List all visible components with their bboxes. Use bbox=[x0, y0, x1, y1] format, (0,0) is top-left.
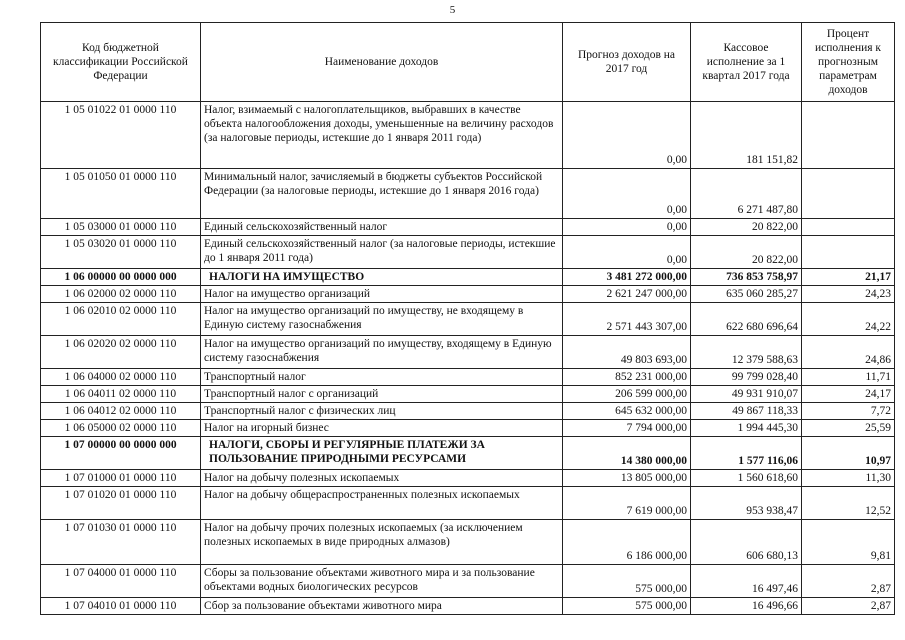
table-row bbox=[41, 336, 895, 369]
name-cell: Транспортный налог с физических лиц bbox=[201, 403, 563, 420]
percent-cell: 24,17 bbox=[802, 386, 895, 403]
name-cell: Транспортный налог с организаций bbox=[201, 386, 563, 403]
percent-cell: 24,23 bbox=[802, 286, 895, 303]
table-row bbox=[41, 102, 895, 169]
code-cell: 1 06 04011 02 0000 110 bbox=[41, 386, 201, 403]
cash-cell: 1 577 116,06 bbox=[691, 437, 802, 470]
cash-cell: 953 938,47 bbox=[691, 487, 802, 520]
page-number: 5 bbox=[449, 4, 456, 16]
header-row bbox=[41, 23, 895, 102]
percent-cell: 24,22 bbox=[802, 303, 895, 336]
header-percent: Процент исполнения к прогнозным параметрам доходов bbox=[802, 23, 895, 102]
cash-cell: 49 867 118,33 bbox=[691, 403, 802, 420]
table-row bbox=[41, 520, 895, 565]
code-cell: 1 06 04000 02 0000 110 bbox=[41, 369, 201, 386]
forecast-cell: 575 000,00 bbox=[563, 598, 691, 615]
table-body bbox=[41, 102, 895, 615]
percent-cell: 25,59 bbox=[802, 420, 895, 437]
table-row bbox=[41, 386, 895, 403]
table-row bbox=[41, 565, 895, 598]
table-row bbox=[41, 470, 895, 487]
name-cell: Единый сельскохозяйственный налог bbox=[201, 219, 563, 236]
code-cell: 1 06 04012 02 0000 110 bbox=[41, 403, 201, 420]
code-cell: 1 07 01020 01 0000 110 bbox=[41, 487, 201, 520]
name-cell: Налог на добычу общераспространенных полезных ископаемых bbox=[201, 487, 563, 520]
cash-cell: 6 271 487,80 bbox=[691, 169, 802, 219]
percent-cell: 10,97 bbox=[802, 437, 895, 470]
cash-cell: 736 853 758,97 bbox=[691, 269, 802, 286]
table-row bbox=[41, 219, 895, 236]
header-forecast: Прогноз доходов на 2017 год bbox=[563, 23, 691, 102]
percent-cell: 21,17 bbox=[802, 269, 895, 286]
cash-cell: 99 799 028,40 bbox=[691, 369, 802, 386]
cash-cell: 635 060 285,27 bbox=[691, 286, 802, 303]
forecast-cell: 206 599 000,00 bbox=[563, 386, 691, 403]
forecast-cell: 13 805 000,00 bbox=[563, 470, 691, 487]
forecast-cell: 0,00 bbox=[563, 219, 691, 236]
table-row bbox=[41, 598, 895, 615]
percent-cell: 2,87 bbox=[802, 598, 895, 615]
code-cell: 1 06 02010 02 0000 110 bbox=[41, 303, 201, 336]
cash-cell: 12 379 588,63 bbox=[691, 336, 802, 369]
cash-cell: 16 497,46 bbox=[691, 565, 802, 598]
forecast-cell: 2 621 247 000,00 bbox=[563, 286, 691, 303]
code-cell: 1 06 02020 02 0000 110 bbox=[41, 336, 201, 369]
forecast-cell: 575 000,00 bbox=[563, 565, 691, 598]
table-row bbox=[41, 403, 895, 420]
budget-revenue-table bbox=[40, 22, 895, 615]
name-cell: Транспортный налог bbox=[201, 369, 563, 386]
code-cell: 1 07 01000 01 0000 110 bbox=[41, 470, 201, 487]
name-cell: НАЛОГИ, СБОРЫ И РЕГУЛЯРНЫЕ ПЛАТЕЖИ ЗА ПОЛЬЗОВАНИЕ ПРИРОДНЫМИ РЕСУРСАМИ bbox=[201, 437, 563, 470]
table-row bbox=[41, 369, 895, 386]
name-cell: Сборы за пользование объектами животного мира и за пользование объектами водных биологических ресурсов bbox=[201, 565, 563, 598]
header-name: Наименование доходов bbox=[201, 23, 563, 102]
forecast-cell: 7 619 000,00 bbox=[563, 487, 691, 520]
forecast-cell: 3 481 272 000,00 bbox=[563, 269, 691, 286]
cash-cell: 49 931 910,07 bbox=[691, 386, 802, 403]
name-cell: Налог на имущество организаций по имуществу, не входящему в Единую систему газоснабжения bbox=[201, 303, 563, 336]
percent-cell: 24,86 bbox=[802, 336, 895, 369]
forecast-cell: 2 571 443 307,00 bbox=[563, 303, 691, 336]
table-header bbox=[41, 23, 895, 102]
forecast-cell: 0,00 bbox=[563, 236, 691, 269]
name-cell: Минимальный налог, зачисляемый в бюджеты субъектов Российской Федерации (за налоговые периоды, истекшие до 1 января 2016 года) bbox=[201, 169, 563, 219]
code-cell: 1 05 01050 01 0000 110 bbox=[41, 169, 201, 219]
percent-cell: 7,72 bbox=[802, 403, 895, 420]
percent-cell bbox=[802, 169, 895, 219]
name-cell: Единый сельскохозяйственный налог (за налоговые периоды, истекшие до 1 января 2011 года) bbox=[201, 236, 563, 269]
forecast-cell: 14 380 000,00 bbox=[563, 437, 691, 470]
code-cell: 1 05 03020 01 0000 110 bbox=[41, 236, 201, 269]
cash-cell: 1 560 618,60 bbox=[691, 470, 802, 487]
name-cell: Налог на имущество организаций bbox=[201, 286, 563, 303]
table-row bbox=[41, 303, 895, 336]
name-cell: Налог на имущество организаций по имуществу, входящему в Единую систему газоснабжения bbox=[201, 336, 563, 369]
code-cell: 1 05 01022 01 0000 110 bbox=[41, 102, 201, 169]
forecast-cell: 7 794 000,00 bbox=[563, 420, 691, 437]
code-cell: 1 06 00000 00 0000 000 bbox=[41, 269, 201, 286]
table-row bbox=[41, 420, 895, 437]
name-cell: Налог на добычу полезных ископаемых bbox=[201, 470, 563, 487]
name-cell: Сбор за пользование объектами животного мира bbox=[201, 598, 563, 615]
percent-cell: 11,71 bbox=[802, 369, 895, 386]
name-cell: Налог на добычу прочих полезных ископаемых (за исключением полезных ископаемых в виде природных алмазов) bbox=[201, 520, 563, 565]
header-cash: Кассовое исполнение за 1 квартал 2017 года bbox=[691, 23, 802, 102]
cash-cell: 622 680 696,64 bbox=[691, 303, 802, 336]
cash-cell: 1 994 445,30 bbox=[691, 420, 802, 437]
forecast-cell: 852 231 000,00 bbox=[563, 369, 691, 386]
code-cell: 1 07 00000 00 0000 000 bbox=[41, 437, 201, 470]
cash-cell: 181 151,82 bbox=[691, 102, 802, 169]
forecast-cell: 0,00 bbox=[563, 102, 691, 169]
cash-cell: 20 822,00 bbox=[691, 219, 802, 236]
code-cell: 1 06 05000 02 0000 110 bbox=[41, 420, 201, 437]
forecast-cell: 645 632 000,00 bbox=[563, 403, 691, 420]
code-cell: 1 05 03000 01 0000 110 bbox=[41, 219, 201, 236]
header-code: Код бюджетной классификации Российской Федерации bbox=[41, 23, 201, 102]
name-cell: НАЛОГИ НА ИМУЩЕСТВО bbox=[201, 269, 563, 286]
percent-cell: 11,30 bbox=[802, 470, 895, 487]
percent-cell: 9,81 bbox=[802, 520, 895, 565]
name-cell: Налог на игорный бизнес bbox=[201, 420, 563, 437]
table-row bbox=[41, 437, 895, 470]
cash-cell: 606 680,13 bbox=[691, 520, 802, 565]
cash-cell: 16 496,66 bbox=[691, 598, 802, 615]
table-row bbox=[41, 269, 895, 286]
percent-cell bbox=[802, 219, 895, 236]
forecast-cell: 49 803 693,00 bbox=[563, 336, 691, 369]
percent-cell bbox=[802, 102, 895, 169]
table-row bbox=[41, 169, 895, 219]
forecast-cell: 6 186 000,00 bbox=[563, 520, 691, 565]
percent-cell: 12,52 bbox=[802, 487, 895, 520]
cash-cell: 20 822,00 bbox=[691, 236, 802, 269]
code-cell: 1 07 04000 01 0000 110 bbox=[41, 565, 201, 598]
percent-cell bbox=[802, 236, 895, 269]
name-cell: Налог, взимаемый с налогоплательщиков, выбравших в качестве объекта налогообложения доходы, уменьшенные на величину расходов (за налоговые периоды, истекшие до 1 января 2011 года) bbox=[201, 102, 563, 169]
table-row bbox=[41, 286, 895, 303]
code-cell: 1 06 02000 02 0000 110 bbox=[41, 286, 201, 303]
table-row bbox=[41, 236, 895, 269]
code-cell: 1 07 01030 01 0000 110 bbox=[41, 520, 201, 565]
forecast-cell: 0,00 bbox=[563, 169, 691, 219]
percent-cell: 2,87 bbox=[802, 565, 895, 598]
table-row bbox=[41, 487, 895, 520]
code-cell: 1 07 04010 01 0000 110 bbox=[41, 598, 201, 615]
